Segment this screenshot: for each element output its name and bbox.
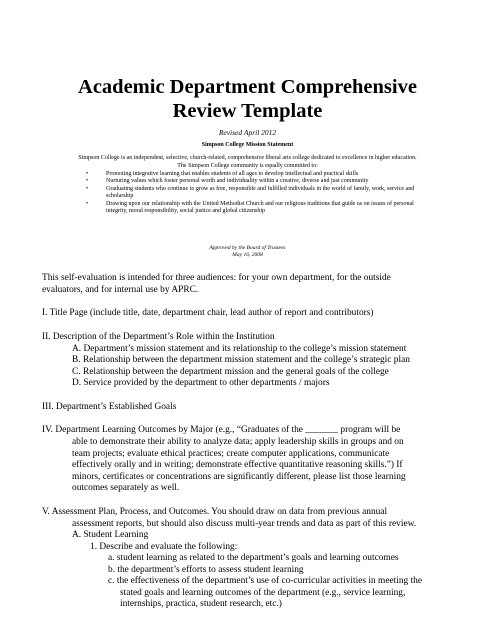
- section-paragraph-line: team projects; evaluate ethical practices; create computer applications, communicate: [72, 449, 390, 459]
- mission-bullet-text: Graduating students who continue to grow as free, responsible and fulfilled individuals in the world of family, work, service and scholarship: [106, 185, 415, 200]
- mission-intro-line-2: The Simpson College community is equally committed to:: [177, 162, 318, 169]
- lettered-item: b. the department’s efforts to assess student learning: [108, 565, 304, 575]
- approval-line-2: May 16, 2008: [232, 252, 263, 258]
- approval-line-1: Approved by the Board of Trustees: [209, 245, 286, 251]
- mission-bullet: [82, 201, 427, 216]
- title-line-1: Academic Department Comprehensive: [78, 76, 417, 98]
- section-paragraph-line: able to demonstrate their ability to analyze data; apply leadership skills in groups and on: [72, 437, 404, 447]
- lettered-item: a. student learning as related to the department’s goals and learning outcomes: [108, 553, 399, 563]
- section-heading-iii: III. Department’s Established Goals: [42, 402, 177, 412]
- mission-bullet-text: Drawing upon our relationship with the United Methodist Church and our religious traditions that guide us on issues of personal integrity, moral responsibility, social justice and global citizenship: [106, 200, 414, 215]
- mission-bullet-text: Promoting integrative learning that enables students of all ages to develop intellectual and practical skills: [106, 171, 359, 177]
- mission-bullet-text: Nurturing values which foster personal worth and individuality within a creative, diverse and just community: [106, 178, 369, 185]
- section-item: C. Relationship between the department mission and the general goals of the college: [72, 367, 389, 377]
- section-paragraph-line: assessment reports, but should also discuss multi-year trends and data as part of this review.: [72, 519, 417, 529]
- numbered-item: 1. Describe and evaluate the following:: [90, 542, 238, 552]
- subsection-heading: A. Student Learning: [72, 530, 149, 540]
- section-heading-i: I. Title Page (include title, date, department chair, lead author of report and contributors): [42, 308, 374, 318]
- bullet-icon: •: [86, 185, 89, 192]
- intro-paragraph-line: This self-evaluation is intended for three audiences: for your own department, for the outside: [42, 273, 391, 283]
- section-paragraph-line: outcomes separately as well.: [72, 483, 180, 493]
- section-heading-ii: II. Description of the Department’s Role within the Institution: [42, 332, 275, 342]
- section-item: A. Department’s mission statement and its relationship to the college’s mission statement: [72, 344, 407, 354]
- title-line-2: Review Template: [172, 100, 323, 122]
- bullet-icon: •: [86, 178, 89, 185]
- intro-paragraph-line: evaluators, and for internal use by APRC.: [42, 285, 199, 295]
- section-item: D. Service provided by the department to other departments / majors: [72, 378, 330, 388]
- section-heading-v: V. Assessment Plan, Process, and Outcomes. You should draw on data from previous annual: [42, 507, 388, 517]
- mission-bullet: [82, 186, 427, 201]
- revised-date: Revised April 2012: [218, 128, 277, 137]
- mission-intro-line-1: Simpson College is an independent, selective, church-related, comprehensive liberal arts college dedicated to excellence in higher education.: [78, 155, 417, 161]
- section-paragraph-line: effectively orally and in writing; demonstrate effective quantitative reasoning skills.”) If: [72, 460, 403, 470]
- mission-intro: [10, 155, 485, 170]
- bullet-icon: •: [86, 171, 89, 177]
- section-item: B. Relationship between the department mission statement and the college’s strategic plan: [72, 355, 410, 365]
- bullet-icon: •: [86, 200, 89, 207]
- mission-bullet: [82, 178, 427, 185]
- approval-note: [0, 245, 495, 259]
- mission-bullet-list: [82, 171, 427, 215]
- mission-heading: Simpson College Mission Statement: [201, 142, 294, 148]
- lettered-item-continuation: stated goals and learning outcomes of the department (e.g., service learning,: [120, 588, 406, 598]
- section-heading-iv: IV. Department Learning Outcomes by Major (e.g., “Graduates of the _______ program will be: [42, 425, 401, 435]
- lettered-item-continuation: internships, practica, student research, etc.): [120, 599, 282, 609]
- section-paragraph-line: minors, certificates or concentrations are significantly different, please list those learning: [72, 472, 406, 482]
- lettered-item: c. the effectiveness of the department’s use of co-curricular activities in meeting the: [108, 576, 423, 586]
